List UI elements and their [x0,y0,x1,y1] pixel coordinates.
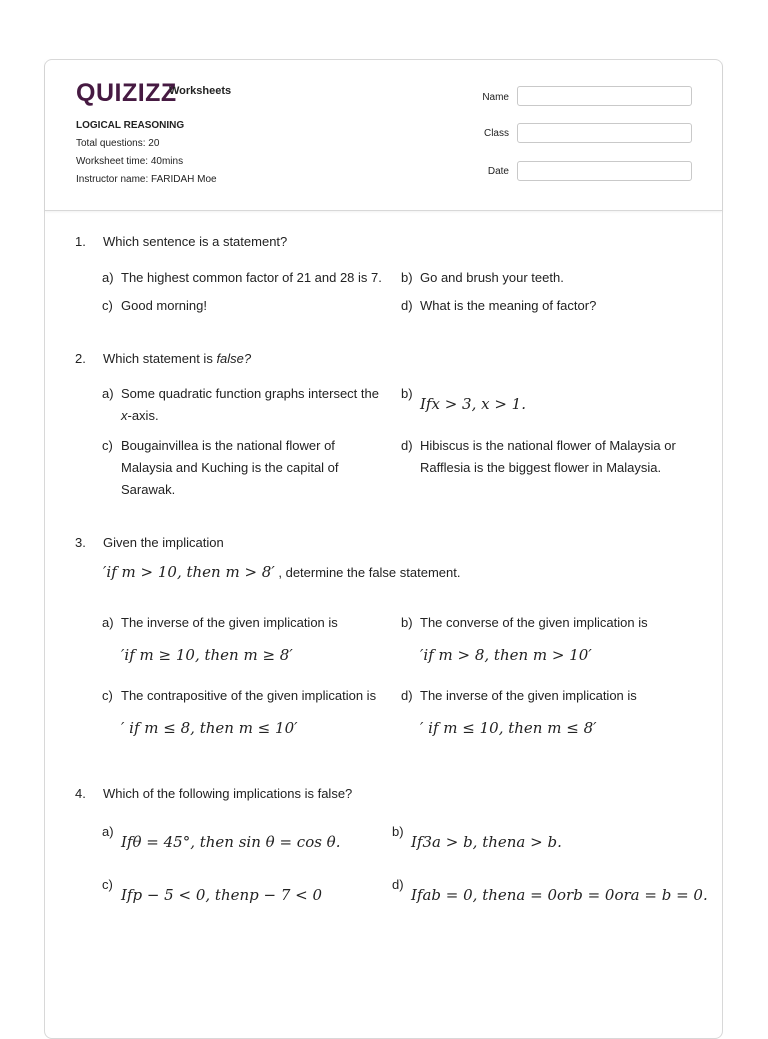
option-text-rest: -axis. [127,408,159,423]
option-text: Bougainvillea is the national flower of [121,438,335,453]
option-4b[interactable] [392,821,692,855]
class-label: Class [483,128,509,139]
option-label: b) [401,270,413,285]
option-text: The highest common factor of 21 and 28 is 7. [121,270,382,285]
option-math: ′if m ≥ 10, then m ≥ 8′ [121,646,293,664]
option-4c[interactable] [102,874,382,908]
option-1b[interactable] [401,267,691,289]
date-field[interactable] [517,161,692,181]
option-text: Good morning! [121,298,207,313]
option-text: Go and brush your teeth. [420,270,564,285]
option-label: b) [401,386,413,401]
option-text: What is the meaning of factor? [420,298,597,313]
question-stem: Which of the following implications is false? [103,786,353,801]
option-2c[interactable] [102,435,392,501]
option-label: d) [401,688,413,703]
option-1c[interactable] [102,295,392,317]
question-stem: Given the implication [103,535,224,550]
date-label: Date [487,166,509,177]
option-2d[interactable] [401,435,701,479]
option-3a[interactable] [102,612,392,668]
option-1d[interactable] [401,295,691,317]
option-math: If3a > b, thena > b. [411,833,562,851]
question-stem: Which sentence is a statement? [103,234,288,249]
question-number: 3. [75,535,86,550]
given-suffix: , determine the false statement. [278,565,461,580]
option-1a[interactable] [102,267,392,289]
quizizz-logo: QUIZIZZ [76,79,177,107]
option-text: The inverse of the given implication is [121,615,338,630]
question-stem [103,351,251,366]
option-label: a) [102,824,114,839]
option-label: b) [392,824,404,839]
option-label: d) [401,438,413,453]
option-label: b) [401,615,413,630]
option-text: The inverse of the given implication is [420,688,637,703]
instructor-name: Instructor name: FARIDAH Moe [76,174,217,185]
option-text: The contrapositive of the given implication is [121,688,377,703]
question-stem-emphasis: false? [216,351,252,366]
option-label: a) [102,270,114,285]
option-text-italic: x [121,408,128,423]
option-label: d) [392,877,404,892]
option-4d[interactable] [392,874,712,908]
question-number: 4. [75,786,86,801]
option-label: d) [401,298,413,313]
option-text: Hibiscus is the national flower of Malaysia or [420,438,676,453]
question-number: 1. [75,234,86,249]
option-text: The converse of the given implication is [420,615,648,630]
option-label: c) [102,688,113,703]
question-4 [75,786,353,801]
worksheet-header [45,60,722,211]
given-math: ′if m > 10, then m > 8′ [103,563,275,581]
class-field[interactable] [517,123,692,143]
option-2a[interactable] [102,383,392,427]
option-math: Ifx > 3, x > 1. [420,395,526,413]
option-math: ′if m > 8, then m > 10′ [420,646,592,664]
question-2 [75,351,252,366]
option-text: Some quadratic function graphs intersect the [121,386,379,401]
option-text-line2 [121,405,159,427]
option-3d[interactable] [401,685,691,741]
option-math: ′ if m ≤ 8, then m ≤ 10′ [121,719,298,737]
name-label: Name [482,92,509,103]
option-label: a) [102,386,114,401]
option-math: Ifab = 0, thena = 0orb = 0ora = b = 0. [411,886,708,904]
option-3b[interactable] [401,612,691,668]
option-math: ′ if m ≤ 10, then m ≤ 8′ [420,719,597,737]
worksheet-title: LOGICAL REASONING [76,120,185,131]
option-label: c) [102,298,113,313]
option-2b[interactable] [401,383,691,427]
given-implication [103,563,460,581]
total-questions: Total questions: 20 [76,138,160,149]
question-1 [75,234,288,249]
question-number: 2. [75,351,86,366]
question-stem-text: Which statement is [103,351,217,366]
option-math: Ifp − 5 < 0, thenp − 7 < 0 [121,886,323,904]
logo-subtitle: Worksheets [169,85,232,97]
option-math: Ifθ = 45°, then sin θ = cos θ. [121,833,341,851]
worksheet-time: Worksheet time: 40mins [76,156,184,167]
option-text-line2: Rafflesia is the biggest flower in Malaysia. [420,460,662,475]
question-3 [75,535,224,550]
worksheet-card [44,59,723,1039]
option-label: c) [102,877,113,892]
option-text-line3: Sarawak. [121,482,176,497]
option-3c[interactable] [102,685,392,741]
name-field[interactable] [517,86,692,106]
option-label: a) [102,615,114,630]
option-label: c) [102,438,113,453]
option-4a[interactable] [102,821,382,855]
option-text-line2: Malaysia and Kuching is the capital of [121,460,339,475]
